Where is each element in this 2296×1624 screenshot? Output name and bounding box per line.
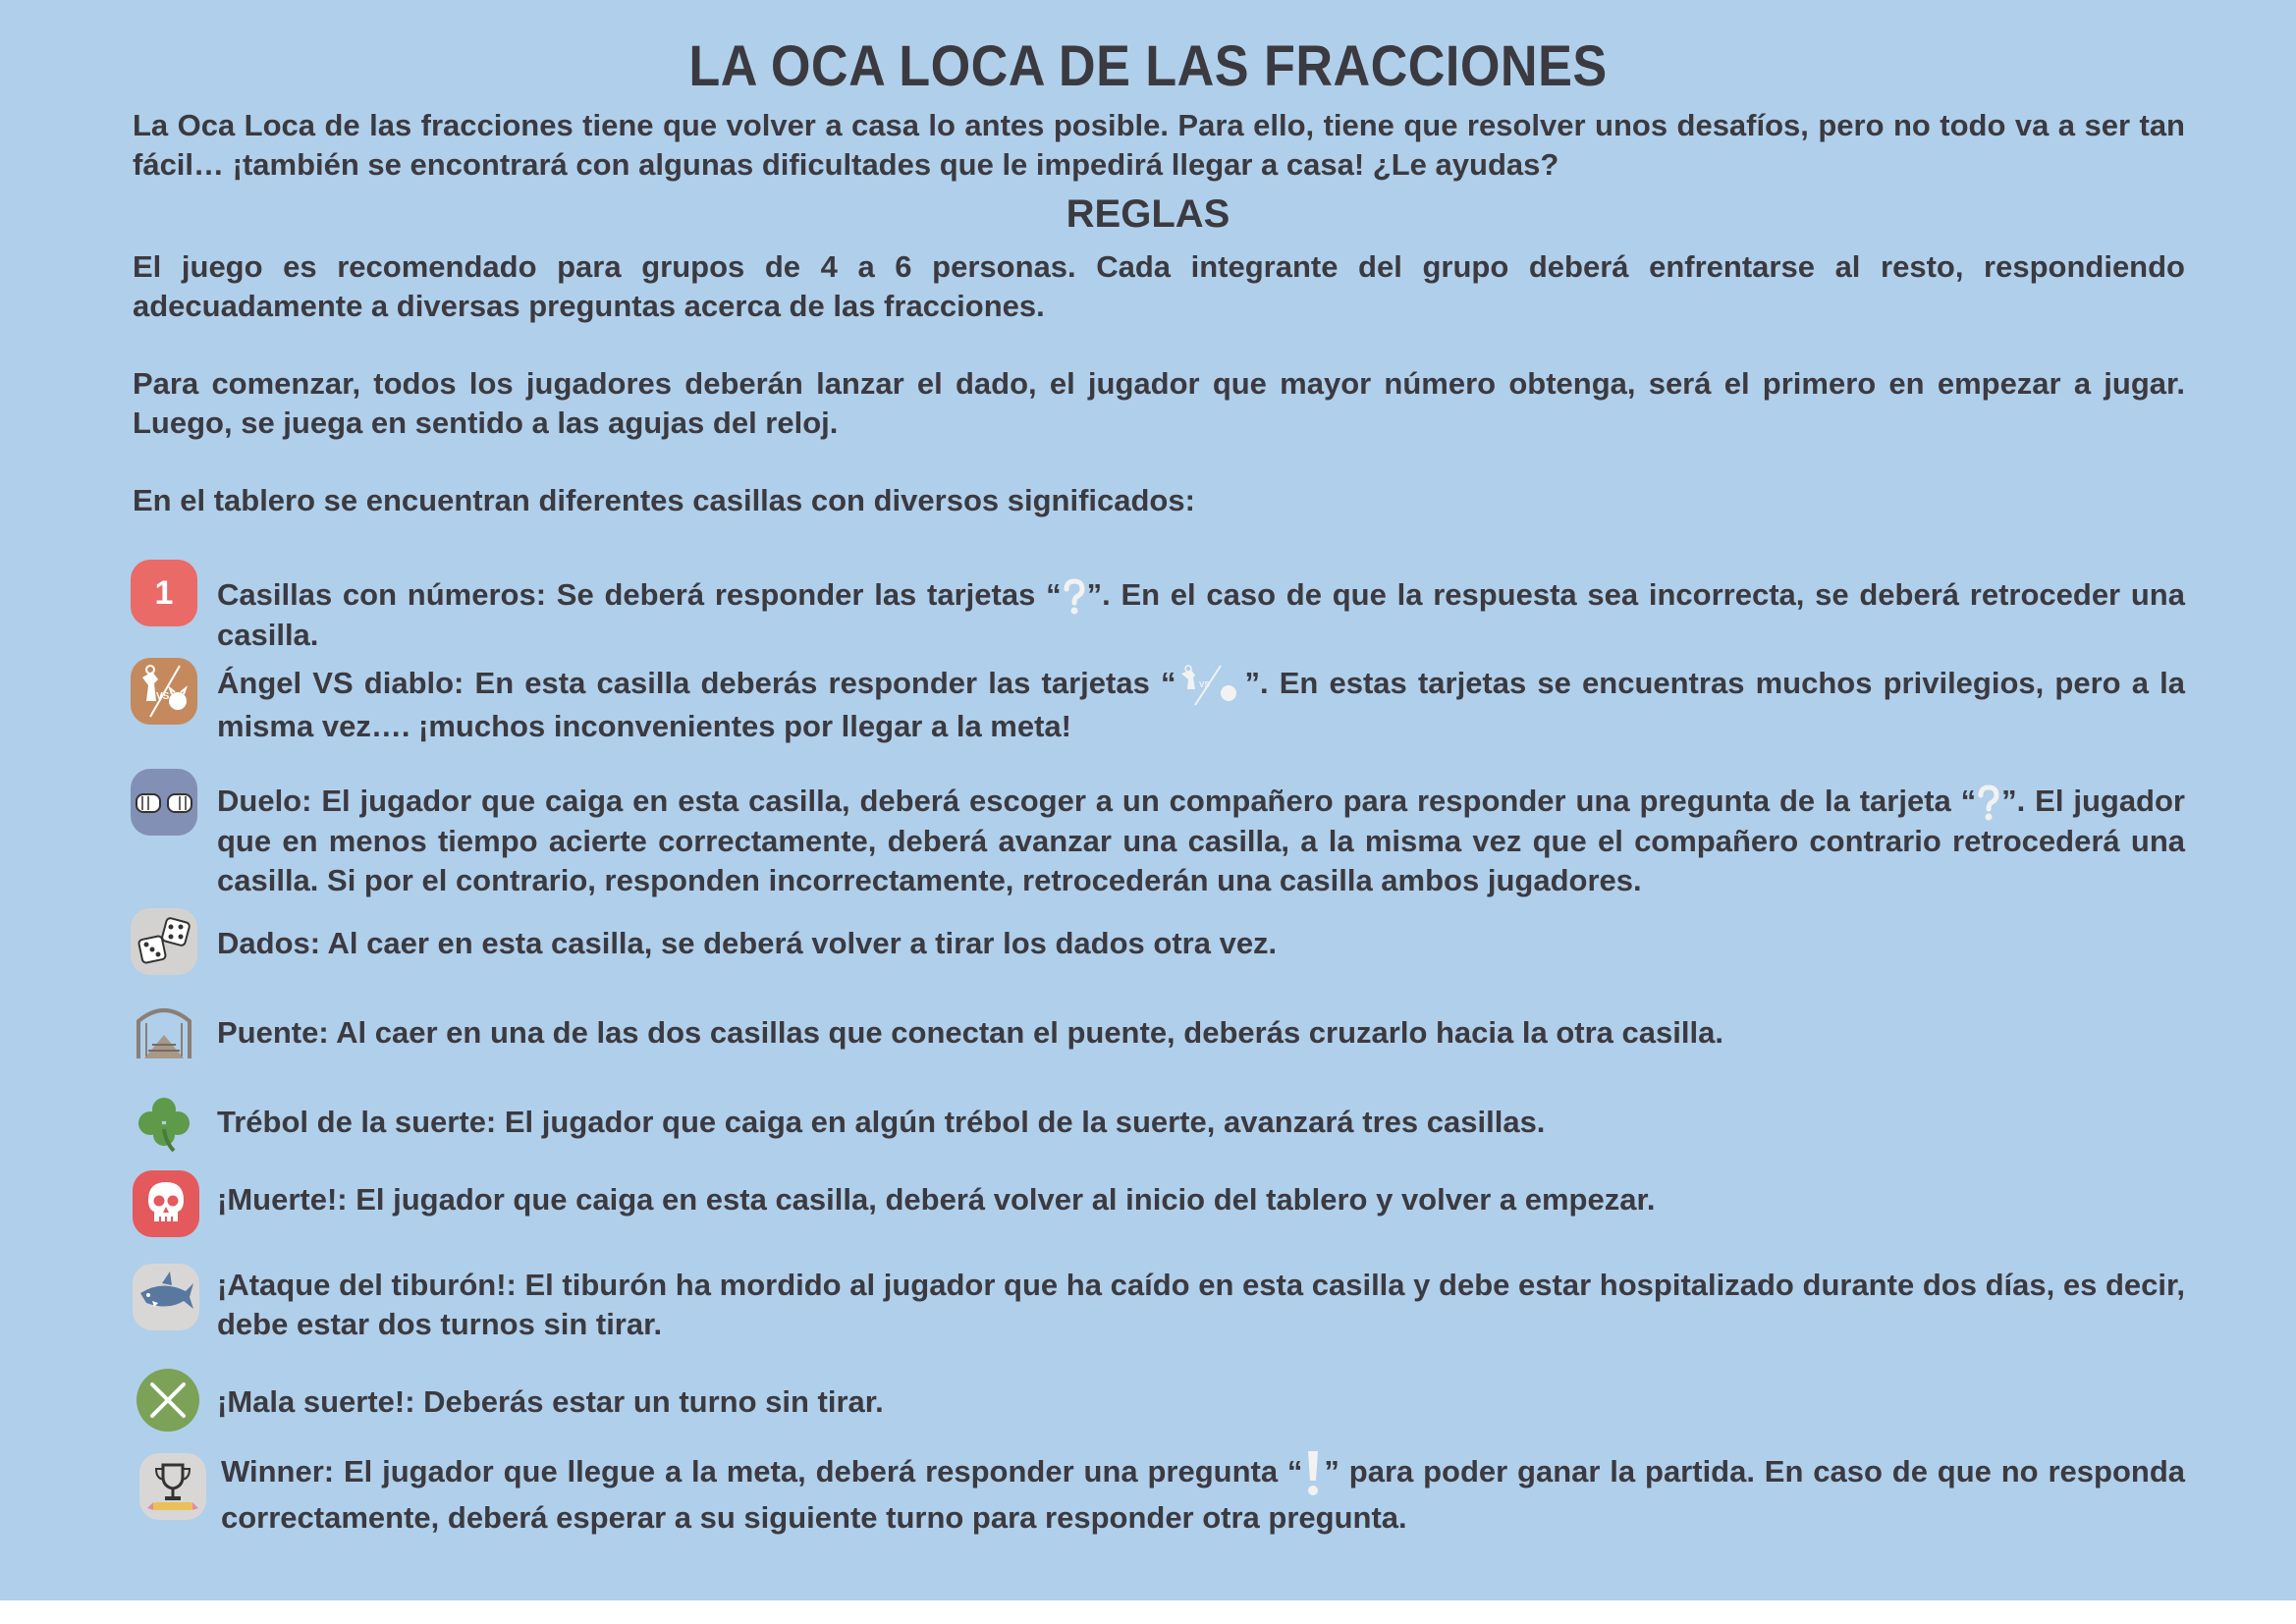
number-box-label: 1 xyxy=(154,573,174,612)
winner-rule xyxy=(221,1449,2185,1538)
cross-icon xyxy=(137,1369,199,1432)
angel-vs-devil-rule xyxy=(217,664,2185,746)
number-box-icon xyxy=(131,560,197,626)
numbers-rule-text-end: ”. En el caso de que la respuesta sea incorrecta, se deberá retroceder una casilla. xyxy=(217,577,2185,652)
rules-heading: REGLAS xyxy=(1066,192,1230,236)
duel-rule xyxy=(217,782,2185,900)
numbers-rule xyxy=(217,575,2185,655)
winner-rule-text-end: ” para poder ganar la partida. En caso de que no responda correctamente, deberá esperar a su siguiente turno para responder otra pregunta. xyxy=(221,1454,2185,1535)
rules-paragraph-groups: El juego es recomendado para grupos de 4 a 6 personas. Cada integrante del grupo deberá enfrentarse al resto, respondiendo adecuadamente a diversas preguntas acerca de las fracciones. xyxy=(133,249,2185,323)
death-rule: ¡Muerte!: El jugador que caiga en esta casilla, deberá volver al inicio del tablero y volver a empezar. xyxy=(217,1182,1656,1217)
question-card-icon xyxy=(1062,578,1087,616)
duel-rule-text-start: Duelo: El jugador que caiga en esta casilla, deberá escoger a un compañero para responder una pregunta de la tarjeta “ xyxy=(217,784,1977,818)
bridge-rule: Puente: Al caer en una de las dos casillas que conectan el puente, deberás cruzarlo hacia la otra casilla. xyxy=(217,1015,1723,1050)
numbers-rule-text-start: Casillas con números: Se deberá responder las tarjetas “ xyxy=(217,577,1062,612)
skull-icon xyxy=(133,1170,199,1237)
svg-text:VS: VS xyxy=(1199,680,1211,689)
duel-rule-text-end: ”. El jugador que en menos tiempo acierte correctamente, deberá avanzar una casilla, a la misma vez que el compañero contrario retrocederá una casilla. Si por el contrario, responden incorrectamente, retrocederán una casilla ambos jugadores. xyxy=(217,784,2185,897)
angel-rule-text-end: ”. En estas tarjetas se encuentras muchos privilegios, pero a la misma vez…. ¡muchos inconvenientes por llegar a la meta! xyxy=(217,666,2185,743)
clover-icon xyxy=(131,1090,197,1157)
angel-rule-text-start: Ángel VS diablo: En esta casilla deberás responder las tarjetas “ xyxy=(217,666,1176,701)
shark-icon xyxy=(133,1264,199,1330)
page-title: LA OCA LOCA DE LAS FRACCIONES xyxy=(688,34,1608,98)
bridge-icon xyxy=(131,1001,197,1068)
dice-icon xyxy=(131,908,197,975)
shark-rule: ¡Ataque del tiburón!: El tiburón ha mordido al jugador que ha caído en esta casilla y debe estar hospitalizado durante dos días, es decir, debe estar dos turnos sin tirar. xyxy=(217,1268,2185,1341)
angel-vs-devil-icon xyxy=(131,658,197,725)
angel-vs-devil-card-icon xyxy=(1175,664,1244,707)
svg-text:VS: VS xyxy=(156,691,170,702)
rules-paragraph-board: En el tablero se encuentran diferentes casillas con diversos significados: xyxy=(133,483,1195,517)
dice-rule: Dados: Al caer en esta casilla, se deberá volver a tirar los dados otra vez. xyxy=(217,926,1278,960)
clover-rule: Trébol de la suerte: El jugador que caiga en algún trébol de la suerte, avanzará tres casillas. xyxy=(217,1105,1546,1139)
duel-card-icon xyxy=(1976,785,2001,822)
intro-paragraph: La Oca Loca de las fracciones tiene que volver a casa lo antes posible. Para ello, tiene que resolver unos desafíos, pero no todo va a ser tan fácil… ¡también se encontrará con algunas dificultades que le impedirá llegar a casa! ¿Le ayudas? xyxy=(133,108,2185,182)
exclamation-card-icon xyxy=(1302,1449,1324,1498)
winner-rule-text-start: Winner: El jugador que llegue a la meta, deberá responder una pregunta “ xyxy=(221,1454,1303,1489)
rules-paragraph-start: Para comenzar, todos los jugadores deberán lanzar el dado, el jugador que mayor número obtenga, será el primero en empezar a jugar. Luego, se juega en sentido a las agujas del reloj. xyxy=(133,366,2185,440)
bad-luck-rule: ¡Mala suerte!: Deberás estar un turno sin tirar. xyxy=(217,1384,884,1419)
duel-fists-icon xyxy=(131,769,197,836)
trophy-icon xyxy=(139,1453,206,1520)
